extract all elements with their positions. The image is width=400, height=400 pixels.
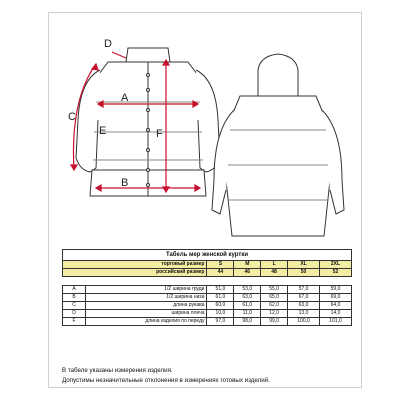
row-value: 13,0 xyxy=(288,310,320,318)
size-cell: XL xyxy=(288,261,320,269)
label-e: E xyxy=(99,125,107,137)
row-code: D xyxy=(63,310,86,318)
row-value: 61,0 xyxy=(234,302,261,310)
row-code: A xyxy=(63,286,86,294)
label-d: D xyxy=(104,38,112,50)
row-name: длина рукава xyxy=(86,302,207,310)
row-code: F xyxy=(63,318,86,326)
table-row xyxy=(63,294,352,302)
size-cell: 46 xyxy=(234,269,261,277)
row-value: 99,0 xyxy=(261,318,288,326)
table-row xyxy=(63,318,352,326)
jacket-back-view xyxy=(212,54,344,236)
size-cell: M xyxy=(234,261,261,269)
table-spacer xyxy=(63,277,352,286)
row-value: 10,0 xyxy=(207,310,234,318)
row-value: 98,0 xyxy=(234,318,261,326)
row-name: 1/2 ширина груди xyxy=(86,286,207,294)
row-value: 65,0 xyxy=(261,294,288,302)
row-value: 101,0 xyxy=(320,318,352,326)
row-value: 60,0 xyxy=(207,302,234,310)
size-cell: 2XL xyxy=(320,261,352,269)
size-cell: S xyxy=(207,261,234,269)
size-chart-table xyxy=(62,249,352,326)
row-name: ширина плеча xyxy=(86,310,207,318)
label-f: F xyxy=(156,128,163,140)
row-value: 97,0 xyxy=(207,318,234,326)
row-value: 63,0 xyxy=(288,302,320,310)
size-cell: 48 xyxy=(261,269,288,277)
row-value: 62,0 xyxy=(261,302,288,310)
label-c: C xyxy=(68,111,76,123)
row-value: 63,0 xyxy=(234,294,261,302)
note-line: В табеле указаны измерения изделия. xyxy=(62,367,173,374)
label-a: A xyxy=(121,92,129,104)
table-row xyxy=(63,286,352,294)
size-row-label: российский размер xyxy=(63,269,207,277)
row-value: 100,0 xyxy=(288,318,320,326)
size-row-russian xyxy=(63,269,352,277)
label-b: B xyxy=(121,177,129,189)
row-value: 59,0 xyxy=(320,286,352,294)
row-value: 61,0 xyxy=(207,294,234,302)
row-code: C xyxy=(63,302,86,310)
size-row-trade xyxy=(63,261,352,269)
table-row xyxy=(63,310,352,318)
row-value: 64,0 xyxy=(320,302,352,310)
size-cell: 50 xyxy=(288,269,320,277)
size-cell: 44 xyxy=(207,269,234,277)
row-code: B xyxy=(63,294,86,302)
size-cell: 52 xyxy=(320,269,352,277)
row-value: 12,0 xyxy=(261,310,288,318)
row-name: длина изделия по переду xyxy=(86,318,207,326)
table-row xyxy=(63,302,352,310)
row-value: 69,0 xyxy=(320,294,352,302)
notes xyxy=(62,366,270,386)
size-cell: L xyxy=(261,261,288,269)
row-value: 51,0 xyxy=(207,286,234,294)
table-title: Табель мер женской куртки xyxy=(62,249,352,260)
row-value: 14,0 xyxy=(320,310,352,318)
row-value: 67,0 xyxy=(288,294,320,302)
size-row-label: торговый размер xyxy=(63,261,207,269)
row-value: 53,0 xyxy=(234,286,261,294)
row-value: 11,0 xyxy=(234,310,261,318)
row-value: 57,0 xyxy=(288,286,320,294)
row-value: 55,0 xyxy=(261,286,288,294)
note-line: Допустимы незначительные отклонения в измерениях готовых изделий. xyxy=(62,377,270,384)
row-name: 1/2 ширина низа xyxy=(86,294,207,302)
